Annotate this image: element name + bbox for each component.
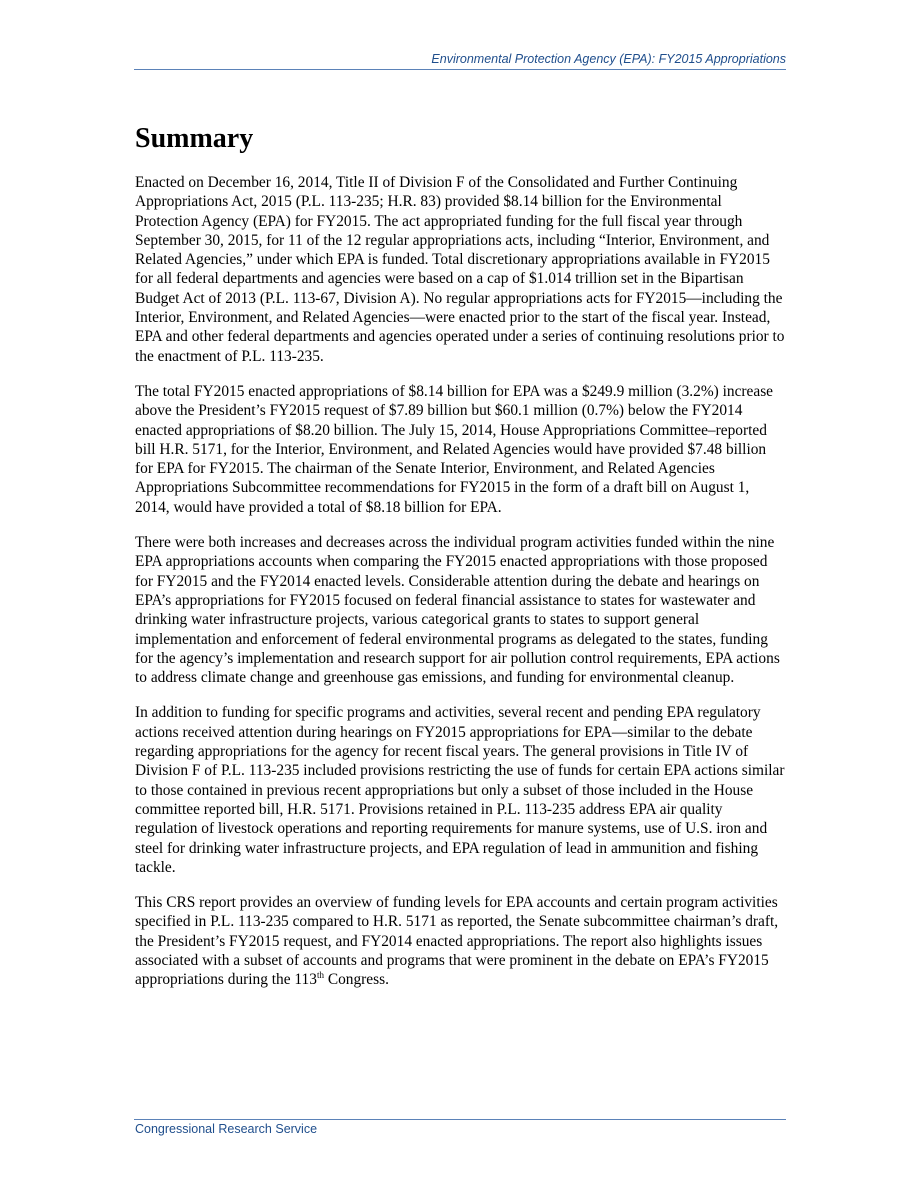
summary-paragraph-4: In addition to funding for specific programs and activities, several recent and pending EPA regulatory actions received attention during hearings on FY2015 appropriations for EPA—similar to the debate regarding appropriations for the agency for recent fiscal years. The general provisions in Title IV of Division F of P.L. 113-235 included provisions restricting the use of funds for certain EPA actions similar to those contained in previous recent appropriations but only a subset of those included in the House committee reported bill, H.R. 5171. Provisions retained in P.L. 113-235 address EPA air quality regulation of livestock operations and reporting requirements for manure systems, use of U.S. iron and steel for drinking water infrastructure projects, and EPA regulation of lead in ammunition and fishing tackle. bbox=[135, 704, 785, 876]
summary-paragraph-5 bbox=[135, 893, 787, 989]
running-header-title: Environmental Protection Agency (EPA): FY2015 Appropriations bbox=[431, 52, 786, 66]
summary-paragraph-5-tail: Congress. bbox=[323, 971, 389, 989]
summary-paragraph-5-text: This CRS report provides an overview of funding levels for EPA accounts and certain program activities specified in P.L. 113-235 compared to H.R. 5171 as reported, the Senate subcommittee chairman’s draft, the President’s FY2015 request, and FY2014 enacted appropriations. The report also highlights issues associated with a subset of accounts and programs that were prominent in the debate on EPA’s FY2015 appropriations during the 113 bbox=[135, 894, 779, 989]
footer-source: Congressional Research Service bbox=[135, 1122, 318, 1136]
page-title: Summary bbox=[135, 123, 254, 154]
summary-paragraph-3: There were both increases and decreases across the individual program activities funded within the nine EPA appropriations accounts when comparing the FY2015 enacted appropriations with those proposed for FY2015 and the FY2014 enacted levels. Considerable attention during the debate and hearings on EPA’s appropriations for FY2015 focused on federal financial assistance to states for wastewater and drinking water infrastructure projects, various categorical grants to states to support general implementation and enforcement of federal environmental programs as delegated to the states, funding for the agency’s implementation and research support for air pollution control requirements, EPA actions to address climate change and greenhouse gas emissions, and funding for environmental cleanup. bbox=[135, 534, 780, 687]
ordinal-superscript: th bbox=[316, 970, 324, 981]
header-divider bbox=[134, 69, 786, 70]
summary-paragraph-1: Enacted on December 16, 2014, Title II of Division F of the Consolidated and Further Continuing Appropriations Act, 2015 (P.L. 113-235; H.R. 83) provided $8.14 billion for the Environmental Protection Agency (EPA) for FY2015. The act appropriated funding for the full fiscal year through September 30, 2015, for 11 of the 12 regular appropriations acts, including “Interior, Environment, and Related Agencies,” under which EPA is funded. Total discretionary appropriations available in FY2015 for all federal departments and agencies were based on a cap of $1.014 trillion set in the Bipartisan Budget Act of 2013 (P.L. 113-67, Division A). No regular appropriations acts for FY2015—including the Interior, Environment, and Related Agencies—were enacted prior to the start of the fiscal year. Instead, EPA and other federal departments and agencies operated under a series of continuing resolutions prior to the enactment of P.L. 113-235. bbox=[135, 174, 785, 365]
footer-divider bbox=[134, 1119, 786, 1120]
summary-paragraph-2: The total FY2015 enacted appropriations of $8.14 billion for EPA was a $249.9 million (3.2%) increase above the President’s FY2015 request of $7.89 billion but $60.1 million (0.7%) below the FY2014 enacted appropriations of $8.20 billion. The July 15, 2014, House Appropriations Committee–reported bill H.R. 5171, for the Interior, Environment, and Related Agencies would have provided $7.48 billion for EPA for FY2015. The chairman of the Senate Interior, Environment, and Related Agencies Appropriations Subcommittee recommendations for FY2015 in the form of a draft bill on August 1, 2014, would have provided a total of $8.18 billion for EPA. bbox=[135, 382, 774, 516]
summary-body bbox=[135, 173, 787, 1006]
